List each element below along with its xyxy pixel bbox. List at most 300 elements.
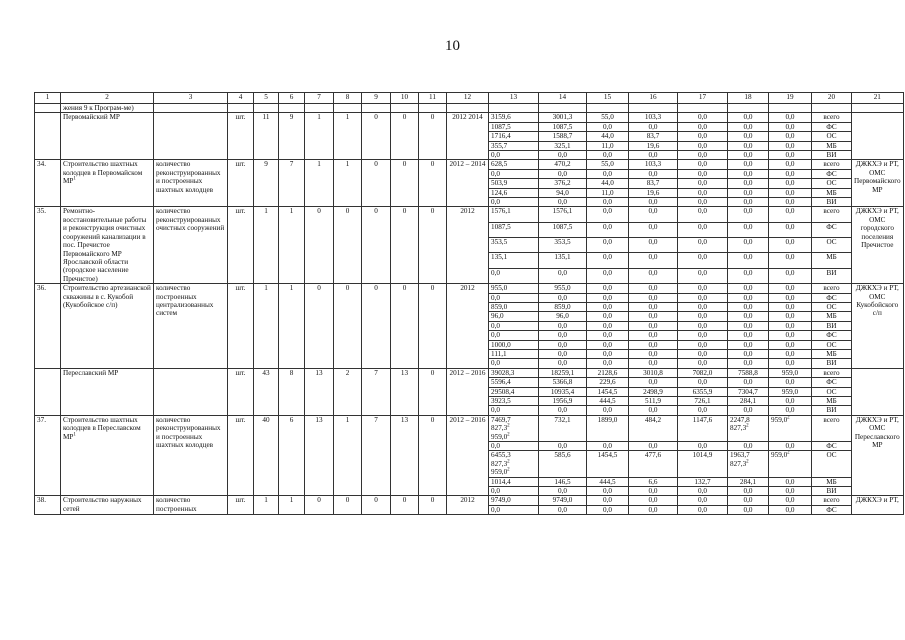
value-text: 1963,7 (730, 451, 750, 460)
value-cell: 0,0 (587, 340, 629, 349)
empty-cell (419, 104, 447, 113)
target-value: 13 (305, 368, 334, 415)
target-value: 7 (279, 160, 305, 207)
value-cell: 0,0 (769, 198, 812, 207)
target-value: 7 (362, 415, 391, 496)
value-cell: 135,1 (539, 253, 587, 268)
executor: ДЖКХЭ и РТ, ОМС Переславского МР (852, 415, 904, 496)
value-cell: 1899,0 (587, 415, 629, 441)
value-cell: 503,9 (489, 179, 539, 188)
executor (852, 113, 904, 160)
value-cell (728, 451, 769, 477)
target-value: 0 (391, 160, 419, 207)
header-cell: 14 (539, 93, 587, 104)
value-cell: 0,0 (489, 505, 539, 514)
value-cell: 7082,0 (678, 368, 728, 377)
value-cell: 0,0 (678, 122, 728, 131)
value-cell: 0,0 (678, 141, 728, 150)
value-cell: 96,0 (489, 312, 539, 321)
value-cell: 0,0 (539, 331, 587, 340)
value-cell: 0,0 (728, 268, 769, 283)
value-cell: 3159,6 (489, 113, 539, 122)
value-cell: 0,0 (728, 442, 769, 451)
value-cell: 135,1 (489, 253, 539, 268)
value-cell: 0,0 (539, 442, 587, 451)
value-cell: 0,0 (678, 188, 728, 197)
value-cell: 0,0 (629, 331, 678, 340)
value-cell: 3923,5 (489, 397, 539, 406)
value-cell: 6,6 (629, 477, 678, 486)
value-cell: 0,0 (769, 132, 812, 141)
value-cell: 0,0 (587, 505, 629, 514)
value-cell: 0,0 (728, 132, 769, 141)
value-cell: 0,0 (489, 198, 539, 207)
funding-source: всего (812, 113, 852, 122)
empty-cell (812, 104, 852, 113)
header-cell: 13 (489, 93, 539, 104)
value-line (491, 424, 536, 432)
value-cell: 0,0 (539, 349, 587, 358)
value-cell: 0,0 (629, 207, 678, 222)
target-value: 13 (391, 368, 419, 415)
value-cell: 355,7 (489, 141, 539, 150)
target-value: 1 (334, 113, 362, 160)
value-cell: 444,5 (587, 397, 629, 406)
value-cell: 0,0 (678, 151, 728, 160)
value-cell: 484,2 (629, 415, 678, 441)
unit: шт. (228, 160, 254, 207)
value-cell: 1454,5 (587, 387, 629, 396)
value-cell: 7304,7 (728, 387, 769, 396)
indicator (154, 113, 228, 160)
value-cell: 959,0 (769, 387, 812, 396)
value-cell: 0,0 (728, 253, 769, 268)
value-cell (489, 451, 539, 477)
item-number (35, 368, 61, 415)
funding-source: МБ (812, 349, 852, 358)
value-cell: 0,0 (678, 302, 728, 311)
value-cell: 0,0 (769, 113, 812, 122)
value-cell: 0,0 (728, 505, 769, 514)
funding-source: всего (812, 496, 852, 505)
value-cell: 0,0 (769, 349, 812, 358)
item-name-text: Переславский МР (63, 368, 119, 377)
value-cell: 0,0 (539, 268, 587, 283)
value-cell: 10935,4 (539, 387, 587, 396)
funding-source: ВИ (812, 268, 852, 283)
target-value: 0 (334, 496, 362, 515)
value-cell: 1716,4 (489, 132, 539, 141)
item-name (61, 415, 154, 496)
value-cell: 0,0 (769, 141, 812, 150)
value-cell: 0,0 (769, 321, 812, 330)
empty-cell (391, 104, 419, 113)
footnote-mark: 1 (73, 432, 76, 438)
value-cell: 0,0 (489, 487, 539, 496)
empty-cell (489, 104, 539, 113)
funding-source: МБ (812, 188, 852, 197)
empty-cell (254, 104, 279, 113)
unit: шт. (228, 284, 254, 369)
value-cell: 0,0 (678, 179, 728, 188)
value-cell: 955,0 (489, 284, 539, 293)
value-cell: 0,0 (539, 505, 587, 514)
target-value: 13 (391, 415, 419, 496)
header-cell: 17 (678, 93, 728, 104)
footnote-mark: 2 (787, 415, 790, 421)
target-value: 1 (254, 284, 279, 369)
value-cell: 0,0 (678, 253, 728, 268)
footnote-mark: 2 (507, 467, 510, 473)
value-cell: 0,0 (678, 406, 728, 415)
value-cell: 2498,9 (629, 387, 678, 396)
group-first-row (35, 368, 904, 377)
header-cell: 5 (254, 93, 279, 104)
value-cell: 0,0 (587, 312, 629, 321)
target-value: 0 (391, 207, 419, 284)
target-value: 0 (362, 160, 391, 207)
group-first-row (35, 284, 904, 293)
value-cell: 0,0 (629, 238, 678, 253)
value-cell: 44,0 (587, 179, 629, 188)
group-first-row (35, 113, 904, 122)
value-cell: 0,0 (769, 179, 812, 188)
target-value: 43 (254, 368, 279, 415)
value-cell: 0,0 (769, 188, 812, 197)
value-cell: 0,0 (769, 406, 812, 415)
value-cell: 0,0 (678, 312, 728, 321)
funding-source: ОС (812, 451, 852, 477)
value-cell: 0,0 (678, 487, 728, 496)
value-cell: 0,0 (769, 293, 812, 302)
executor (852, 368, 904, 415)
value-cell: 444,5 (587, 477, 629, 486)
item-name (61, 160, 154, 207)
value-cell: 0,0 (489, 442, 539, 451)
value-text: 6455,3 (491, 451, 511, 460)
value-cell: 0,0 (678, 132, 728, 141)
target-value: 1 (279, 496, 305, 515)
period: 2012 – 2016 (447, 368, 489, 415)
footnote-mark: 2 (746, 423, 749, 429)
executor: ДЖКХЭ и РТ, (852, 496, 904, 515)
value-cell: 0,0 (678, 378, 728, 387)
funding-source: всего (812, 207, 852, 222)
value-cell: 0,0 (587, 238, 629, 253)
value-cell: 0,0 (678, 284, 728, 293)
value-cell: 0,0 (587, 406, 629, 415)
value-cell: 0,0 (587, 293, 629, 302)
value-cell: 0,0 (587, 359, 629, 368)
value-cell: 959,0 (769, 368, 812, 377)
funding-source: ФС (812, 442, 852, 451)
value-cell: 0,0 (728, 378, 769, 387)
funding-source: МБ (812, 141, 852, 150)
item-name-text: Строительство шахтных колодцев в Переславском МР (63, 415, 141, 441)
empty-cell (769, 104, 812, 113)
target-value: 1 (279, 284, 305, 369)
funding-source: ОС (812, 179, 852, 188)
value-cell: 0,0 (678, 238, 728, 253)
footnote-mark: 2 (507, 432, 510, 438)
value-text: 827,3 (491, 424, 508, 433)
empty-cell (587, 104, 629, 113)
value-cell: 0,0 (769, 122, 812, 131)
value-cell: 0,0 (728, 113, 769, 122)
value-cell: 0,0 (539, 293, 587, 302)
funding-source: ВИ (812, 321, 852, 330)
value-text: 827,3 (491, 459, 508, 468)
value-line (491, 460, 536, 468)
empty-cell (678, 104, 728, 113)
value-cell: 585,6 (539, 451, 587, 477)
value-cell: 0,0 (678, 198, 728, 207)
value-cell: 0,0 (769, 222, 812, 237)
value-text: 827,3 (730, 424, 747, 433)
value-cell: 1576,1 (539, 207, 587, 222)
funding-source: ФС (812, 222, 852, 237)
value-cell: 284,1 (728, 477, 769, 486)
value-cell: 284,1 (728, 397, 769, 406)
indicator: количество реконструированных и построенных шахтных колодцев (154, 160, 228, 207)
value-cell: 0,0 (629, 406, 678, 415)
value-cell: 0,0 (489, 293, 539, 302)
value-text: 959,0 (491, 432, 508, 441)
funding-source: всего (812, 415, 852, 441)
value-cell: 0,0 (587, 222, 629, 237)
value-cell: 11,0 (587, 188, 629, 197)
continuation-text: жения 9 к Програм-ме) (61, 104, 154, 113)
funding-source: ОС (812, 387, 852, 396)
value-cell: 0,0 (728, 284, 769, 293)
value-cell: 0,0 (678, 340, 728, 349)
value-cell: 0,0 (629, 340, 678, 349)
value-line (491, 451, 536, 459)
target-value: 0 (419, 160, 447, 207)
unit: шт. (228, 368, 254, 415)
funding-source: ФС (812, 169, 852, 178)
value-cell: 0,0 (587, 487, 629, 496)
funding-source: ФС (812, 331, 852, 340)
value-cell: 0,0 (629, 268, 678, 283)
value-cell: 5366,8 (539, 378, 587, 387)
funding-source: МБ (812, 312, 852, 321)
value-cell: 0,0 (728, 331, 769, 340)
value-cell: 0,0 (728, 188, 769, 197)
value-cell: 0,0 (728, 122, 769, 131)
value-cell: 0,0 (769, 268, 812, 283)
value-cell: 0,0 (728, 198, 769, 207)
value-cell: 0,0 (728, 151, 769, 160)
value-cell: 0,0 (489, 268, 539, 283)
value-line (491, 433, 536, 441)
value-cell: 11,0 (587, 141, 629, 150)
target-value: 7 (362, 368, 391, 415)
table-body (35, 93, 904, 515)
value-cell: 96,0 (539, 312, 587, 321)
empty-cell (305, 104, 334, 113)
group-first-row (35, 160, 904, 169)
value-line (491, 468, 536, 476)
value-cell: 0,0 (769, 253, 812, 268)
target-value: 13 (305, 415, 334, 496)
indicator: количество построенных централизованных систем (154, 284, 228, 369)
footnote-mark: 1 (73, 176, 76, 182)
value-cell: 0,0 (489, 151, 539, 160)
target-value: 0 (419, 368, 447, 415)
value-cell: 18259,1 (539, 368, 587, 377)
value-cell (769, 415, 812, 441)
indicator: количество реконструированных очистных сооружений (154, 207, 228, 284)
value-cell: 0,0 (629, 122, 678, 131)
target-value: 0 (362, 284, 391, 369)
header-cell: 15 (587, 93, 629, 104)
period: 2012 (447, 496, 489, 515)
value-cell: 1956,9 (539, 397, 587, 406)
target-value: 9 (279, 113, 305, 160)
value-cell: 0,0 (728, 406, 769, 415)
value-cell: 0,0 (678, 321, 728, 330)
value-cell: 3001,3 (539, 113, 587, 122)
target-value: 2 (334, 368, 362, 415)
funding-source: ОС (812, 238, 852, 253)
target-value: 0 (305, 496, 334, 515)
value-cell: 0,0 (629, 284, 678, 293)
value-cell: 0,0 (728, 293, 769, 302)
value-cell: 511,9 (629, 397, 678, 406)
target-value: 0 (362, 496, 391, 515)
value-cell: 0,0 (629, 487, 678, 496)
item-name (61, 113, 154, 160)
value-line (730, 460, 766, 468)
value-cell: 0,0 (629, 222, 678, 237)
value-cell (769, 451, 812, 477)
header-cell: 8 (334, 93, 362, 104)
value-cell: 0,0 (728, 340, 769, 349)
continuation-row (35, 104, 904, 113)
value-cell: 0,0 (769, 359, 812, 368)
value-cell: 0,0 (539, 321, 587, 330)
value-cell: 0,0 (489, 406, 539, 415)
value-cell: 0,0 (629, 349, 678, 358)
value-cell: 1014,9 (678, 451, 728, 477)
value-cell: 0,0 (587, 302, 629, 311)
value-cell: 0,0 (728, 141, 769, 150)
value-cell: 353,5 (489, 238, 539, 253)
target-value: 1 (279, 207, 305, 284)
value-cell: 0,0 (629, 312, 678, 321)
empty-cell (447, 104, 489, 113)
value-cell: 0,0 (629, 151, 678, 160)
group-first-row (35, 496, 904, 505)
target-value: 1 (254, 207, 279, 284)
value-cell: 0,0 (728, 207, 769, 222)
value-cell: 0,0 (629, 442, 678, 451)
value-cell: 0,0 (678, 496, 728, 505)
header-cell: 21 (852, 93, 904, 104)
value-cell: 0,0 (489, 169, 539, 178)
item-name-text: Первомайский МР (63, 113, 120, 122)
target-value: 0 (391, 113, 419, 160)
value-cell: 0,0 (728, 487, 769, 496)
value-cell: 0,0 (728, 238, 769, 253)
value-cell: 353,5 (539, 238, 587, 253)
value-cell: 0,0 (678, 268, 728, 283)
value-cell: 9749,0 (539, 496, 587, 505)
value-cell: 0,0 (629, 321, 678, 330)
period: 2012 (447, 207, 489, 284)
target-value: 1 (334, 160, 362, 207)
target-value: 40 (254, 415, 279, 496)
footnote-mark: 2 (746, 459, 749, 465)
item-name (61, 284, 154, 369)
value-cell: 0,0 (769, 397, 812, 406)
value-cell (728, 415, 769, 441)
value-cell: 83,7 (629, 132, 678, 141)
value-cell: 0,0 (587, 321, 629, 330)
value-cell: 0,0 (769, 477, 812, 486)
value-cell: 19,6 (629, 188, 678, 197)
target-value: 0 (419, 415, 447, 496)
value-cell: 0,0 (587, 151, 629, 160)
header-cell: 18 (728, 93, 769, 104)
value-line (491, 416, 536, 424)
value-cell: 103,3 (629, 160, 678, 169)
value-cell: 0,0 (629, 359, 678, 368)
value-cell: 0,0 (587, 253, 629, 268)
executor: ДЖКХЭ и РТ, ОМС Первомайского МР (852, 160, 904, 207)
target-value: 0 (419, 113, 447, 160)
value-cell: 0,0 (728, 169, 769, 178)
target-value: 0 (305, 207, 334, 284)
value-cell: 1014,4 (489, 477, 539, 486)
value-cell: 0,0 (769, 496, 812, 505)
value-cell: 732,1 (539, 415, 587, 441)
value-cell: 0,0 (769, 505, 812, 514)
value-cell: 0,0 (539, 487, 587, 496)
header-cell: 19 (769, 93, 812, 104)
group-first-row (35, 415, 904, 441)
value-cell: 2128,6 (587, 368, 629, 377)
indicator (154, 368, 228, 415)
value-cell: 0,0 (629, 169, 678, 178)
unit: шт. (228, 207, 254, 284)
value-cell: 0,0 (728, 160, 769, 169)
value-cell: 19,6 (629, 141, 678, 150)
unit: шт. (228, 415, 254, 496)
value-cell: 55,0 (587, 160, 629, 169)
funding-source: ВИ (812, 487, 852, 496)
value-cell: 0,0 (678, 349, 728, 358)
value-cell: 229,6 (587, 378, 629, 387)
value-cell: 0,0 (769, 169, 812, 178)
value-cell: 0,0 (678, 505, 728, 514)
value-cell: 0,0 (769, 151, 812, 160)
value-cell: 1000,0 (489, 340, 539, 349)
target-value: 0 (334, 207, 362, 284)
funding-source: ВИ (812, 406, 852, 415)
item-name (61, 496, 154, 515)
value-cell: 0,0 (629, 302, 678, 311)
target-value: 1 (254, 496, 279, 515)
value-cell: 0,0 (539, 340, 587, 349)
header-cell: 4 (228, 93, 254, 104)
value-cell: 0,0 (728, 349, 769, 358)
funding-source: ФС (812, 122, 852, 131)
header-cell: 7 (305, 93, 334, 104)
value-cell: 0,0 (629, 293, 678, 302)
value-cell (489, 415, 539, 441)
